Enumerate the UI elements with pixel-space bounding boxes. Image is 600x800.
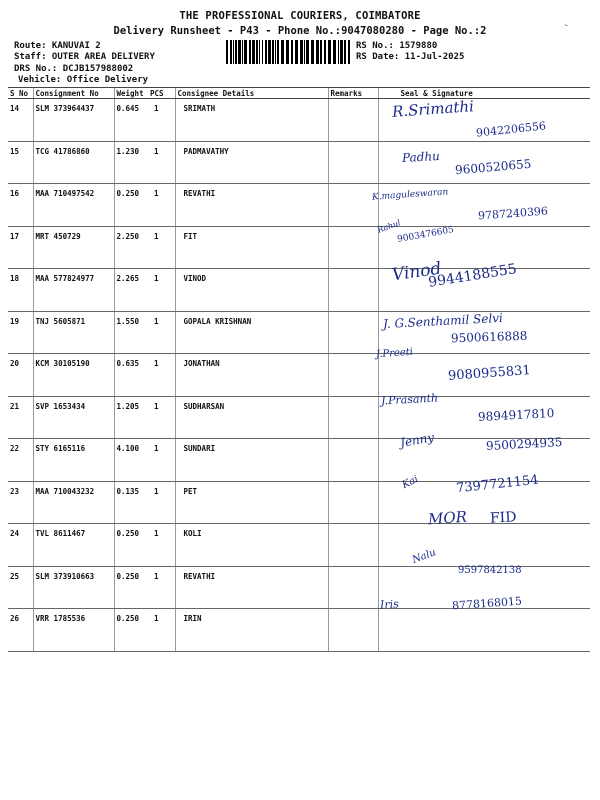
col-weight: Weight (114, 88, 148, 99)
weight-cell: 0.250 (114, 566, 148, 609)
consignment-cell: MAA 710497542 (33, 184, 114, 227)
handwritten-phone: 9600520655 (454, 156, 532, 178)
weight-cell: 1.230 (114, 141, 148, 184)
consignment-cell: SVP 1653434 (33, 396, 114, 439)
remarks-cell (328, 311, 378, 354)
consignee-cell: PET (175, 481, 328, 524)
remarks-cell (328, 439, 378, 482)
remarks-cell (328, 481, 378, 524)
handwritten-phone: 9787240396 (477, 204, 549, 223)
remarks-cell (328, 524, 378, 567)
handwritten-phone: 9894917810 (477, 406, 555, 424)
sno-cell: 14 (8, 99, 33, 142)
handwritten-phone: 9500616888 (450, 328, 528, 346)
sno-cell: 18 (8, 269, 33, 312)
weight-cell: 4.100 (114, 439, 148, 482)
handwritten-signature: Nalu (410, 547, 438, 566)
weight-cell: 0.250 (114, 609, 148, 652)
handwritten-signature: Iris (379, 597, 400, 612)
consignment-cell: TVL 8611467 (33, 524, 114, 567)
table-row (8, 524, 590, 567)
consignment-cell: VRR 1785536 (33, 609, 114, 652)
handwritten-phone: FID (489, 509, 517, 527)
staff-label: Staff: OUTER AREA DELIVERY (14, 52, 155, 62)
weight-cell: 1.205 (114, 396, 148, 439)
sno-cell: 21 (8, 396, 33, 439)
sno-cell: 24 (8, 524, 33, 567)
handwritten-signature: R.Srimathi (391, 97, 475, 121)
consignment-cell: SLM 373910663 (33, 566, 114, 609)
handwritten-signature: Kai (400, 473, 421, 492)
sno-cell: 16 (8, 184, 33, 227)
pcs-cell: 1 (148, 481, 175, 524)
pcs-cell: 1 (148, 524, 175, 567)
col-pcs: PCS (148, 88, 175, 99)
consignee-cell: JONATHAN (175, 354, 328, 397)
pcs-cell: 1 (148, 99, 175, 142)
handwritten-signature: K.maguleswaran (371, 187, 449, 203)
handwritten-signature: J.Prasanth (380, 391, 439, 408)
runsheet-subtitle: Delivery Runsheet - P43 - Phone No.:9047080280 - Page No.:2 (113, 25, 487, 37)
col-sno: S No (8, 88, 33, 99)
remarks-cell (328, 99, 378, 142)
barcode-icon (226, 40, 350, 64)
sno-cell: 26 (8, 609, 33, 652)
sno-cell: 17 (8, 226, 33, 269)
sno-cell: 22 (8, 439, 33, 482)
consignment-cell: MAA 710043232 (33, 481, 114, 524)
consignment-cell: MRT 450729 (33, 226, 114, 269)
handwritten-signature: Padhu (401, 149, 441, 165)
weight-cell: 2.265 (114, 269, 148, 312)
weight-cell: 0.645 (114, 99, 148, 142)
handwritten-phone: 8778168015 (451, 594, 523, 613)
pcs-cell: 1 (148, 609, 175, 652)
table-row (8, 609, 590, 652)
weight-cell: 2.250 (114, 226, 148, 269)
pcs-cell: 1 (148, 354, 175, 397)
consignment-cell: SLM 373964437 (33, 99, 114, 142)
remarks-cell (328, 226, 378, 269)
handwritten-phone: 7397721154 (455, 472, 540, 497)
consignee-cell: VINOD (175, 269, 328, 312)
handwritten-phone: 9080955831 (447, 363, 532, 384)
col-consignment: Consignment No (33, 88, 114, 99)
remarks-cell (328, 354, 378, 397)
handwritten-phone: 9944188555 (427, 261, 518, 291)
consignee-cell: PADMAVATHY (175, 141, 328, 184)
consignment-cell: TCG 41786860 (33, 141, 114, 184)
consignee-cell: REVATHI (175, 566, 328, 609)
sno-cell: 23 (8, 481, 33, 524)
consignee-cell: SUDHARSAN (175, 396, 328, 439)
consignee-cell: SRIMATH (175, 99, 328, 142)
consignee-cell: SUNDARI (175, 439, 328, 482)
handwritten-signature: Rahul (376, 218, 402, 235)
consignee-cell: REVATHI (175, 184, 328, 227)
remarks-cell (328, 566, 378, 609)
remarks-cell (328, 269, 378, 312)
signature-cell (378, 609, 590, 652)
pcs-cell: 1 (148, 269, 175, 312)
handwritten-phone: 9003476605 (396, 225, 455, 245)
pcs-cell: 1 (148, 311, 175, 354)
consignment-cell: STY 6165116 (33, 439, 114, 482)
pcs-cell: 1 (148, 184, 175, 227)
handwritten-signature: Vinod (390, 258, 443, 286)
col-seal-signature: Seal & Signature (378, 88, 590, 99)
pcs-cell: 1 (148, 141, 175, 184)
remarks-cell (328, 396, 378, 439)
pen-mark: ⁻ (559, 21, 571, 34)
consignment-cell: MAA 577824977 (33, 269, 114, 312)
consignee-cell: GOPALA KRISHNAN (175, 311, 328, 354)
handwritten-phone: 9042206556 (475, 119, 547, 140)
rs-date: RS Date: 11-Jul-2025 (356, 52, 465, 62)
handwritten-signature: Jenny (399, 430, 436, 450)
table-header-row (8, 88, 590, 99)
consignee-cell: FIT (175, 226, 328, 269)
pcs-cell: 1 (148, 396, 175, 439)
consignee-cell: KOLI (175, 524, 328, 567)
col-remarks: Remarks (328, 88, 378, 99)
handwritten-phone: 9500294935 (485, 435, 563, 453)
pcs-cell: 1 (148, 439, 175, 482)
weight-cell: 0.250 (114, 184, 148, 227)
rs-number: RS No.: 1579880 (356, 41, 438, 51)
vehicle-label: Vehicle: Office Delivery (18, 75, 149, 85)
consignee-cell: IRIN (175, 609, 328, 652)
drs-label: DRS No.: DCJB157988002 (14, 64, 134, 74)
weight-cell: 0.250 (114, 524, 148, 567)
handwritten-signature: J. G.Senthamil Selvi (382, 310, 504, 332)
sno-cell: 19 (8, 311, 33, 354)
remarks-cell (328, 609, 378, 652)
col-consignee: Consignee Details (175, 88, 328, 99)
sno-cell: 25 (8, 566, 33, 609)
remarks-cell (328, 184, 378, 227)
sno-cell: 20 (8, 354, 33, 397)
route-label: Route: KANUVAI 2 (14, 41, 101, 51)
weight-cell: 1.550 (114, 311, 148, 354)
handwritten-phone: 9597842138 (458, 565, 522, 576)
sno-cell: 15 (8, 141, 33, 184)
pcs-cell: 1 (148, 566, 175, 609)
handwritten-signature: MOR (427, 507, 468, 529)
company-title: THE PROFESSIONAL COURIERS, COIMBATORE (179, 10, 421, 22)
consignment-cell: KCM 30105190 (33, 354, 114, 397)
weight-cell: 0.135 (114, 481, 148, 524)
pcs-cell: 1 (148, 226, 175, 269)
weight-cell: 0.635 (114, 354, 148, 397)
handwritten-signature: J.Preeti (375, 346, 414, 361)
remarks-cell (328, 141, 378, 184)
signature-cell (378, 524, 590, 567)
consignment-cell: TNJ 5605871 (33, 311, 114, 354)
